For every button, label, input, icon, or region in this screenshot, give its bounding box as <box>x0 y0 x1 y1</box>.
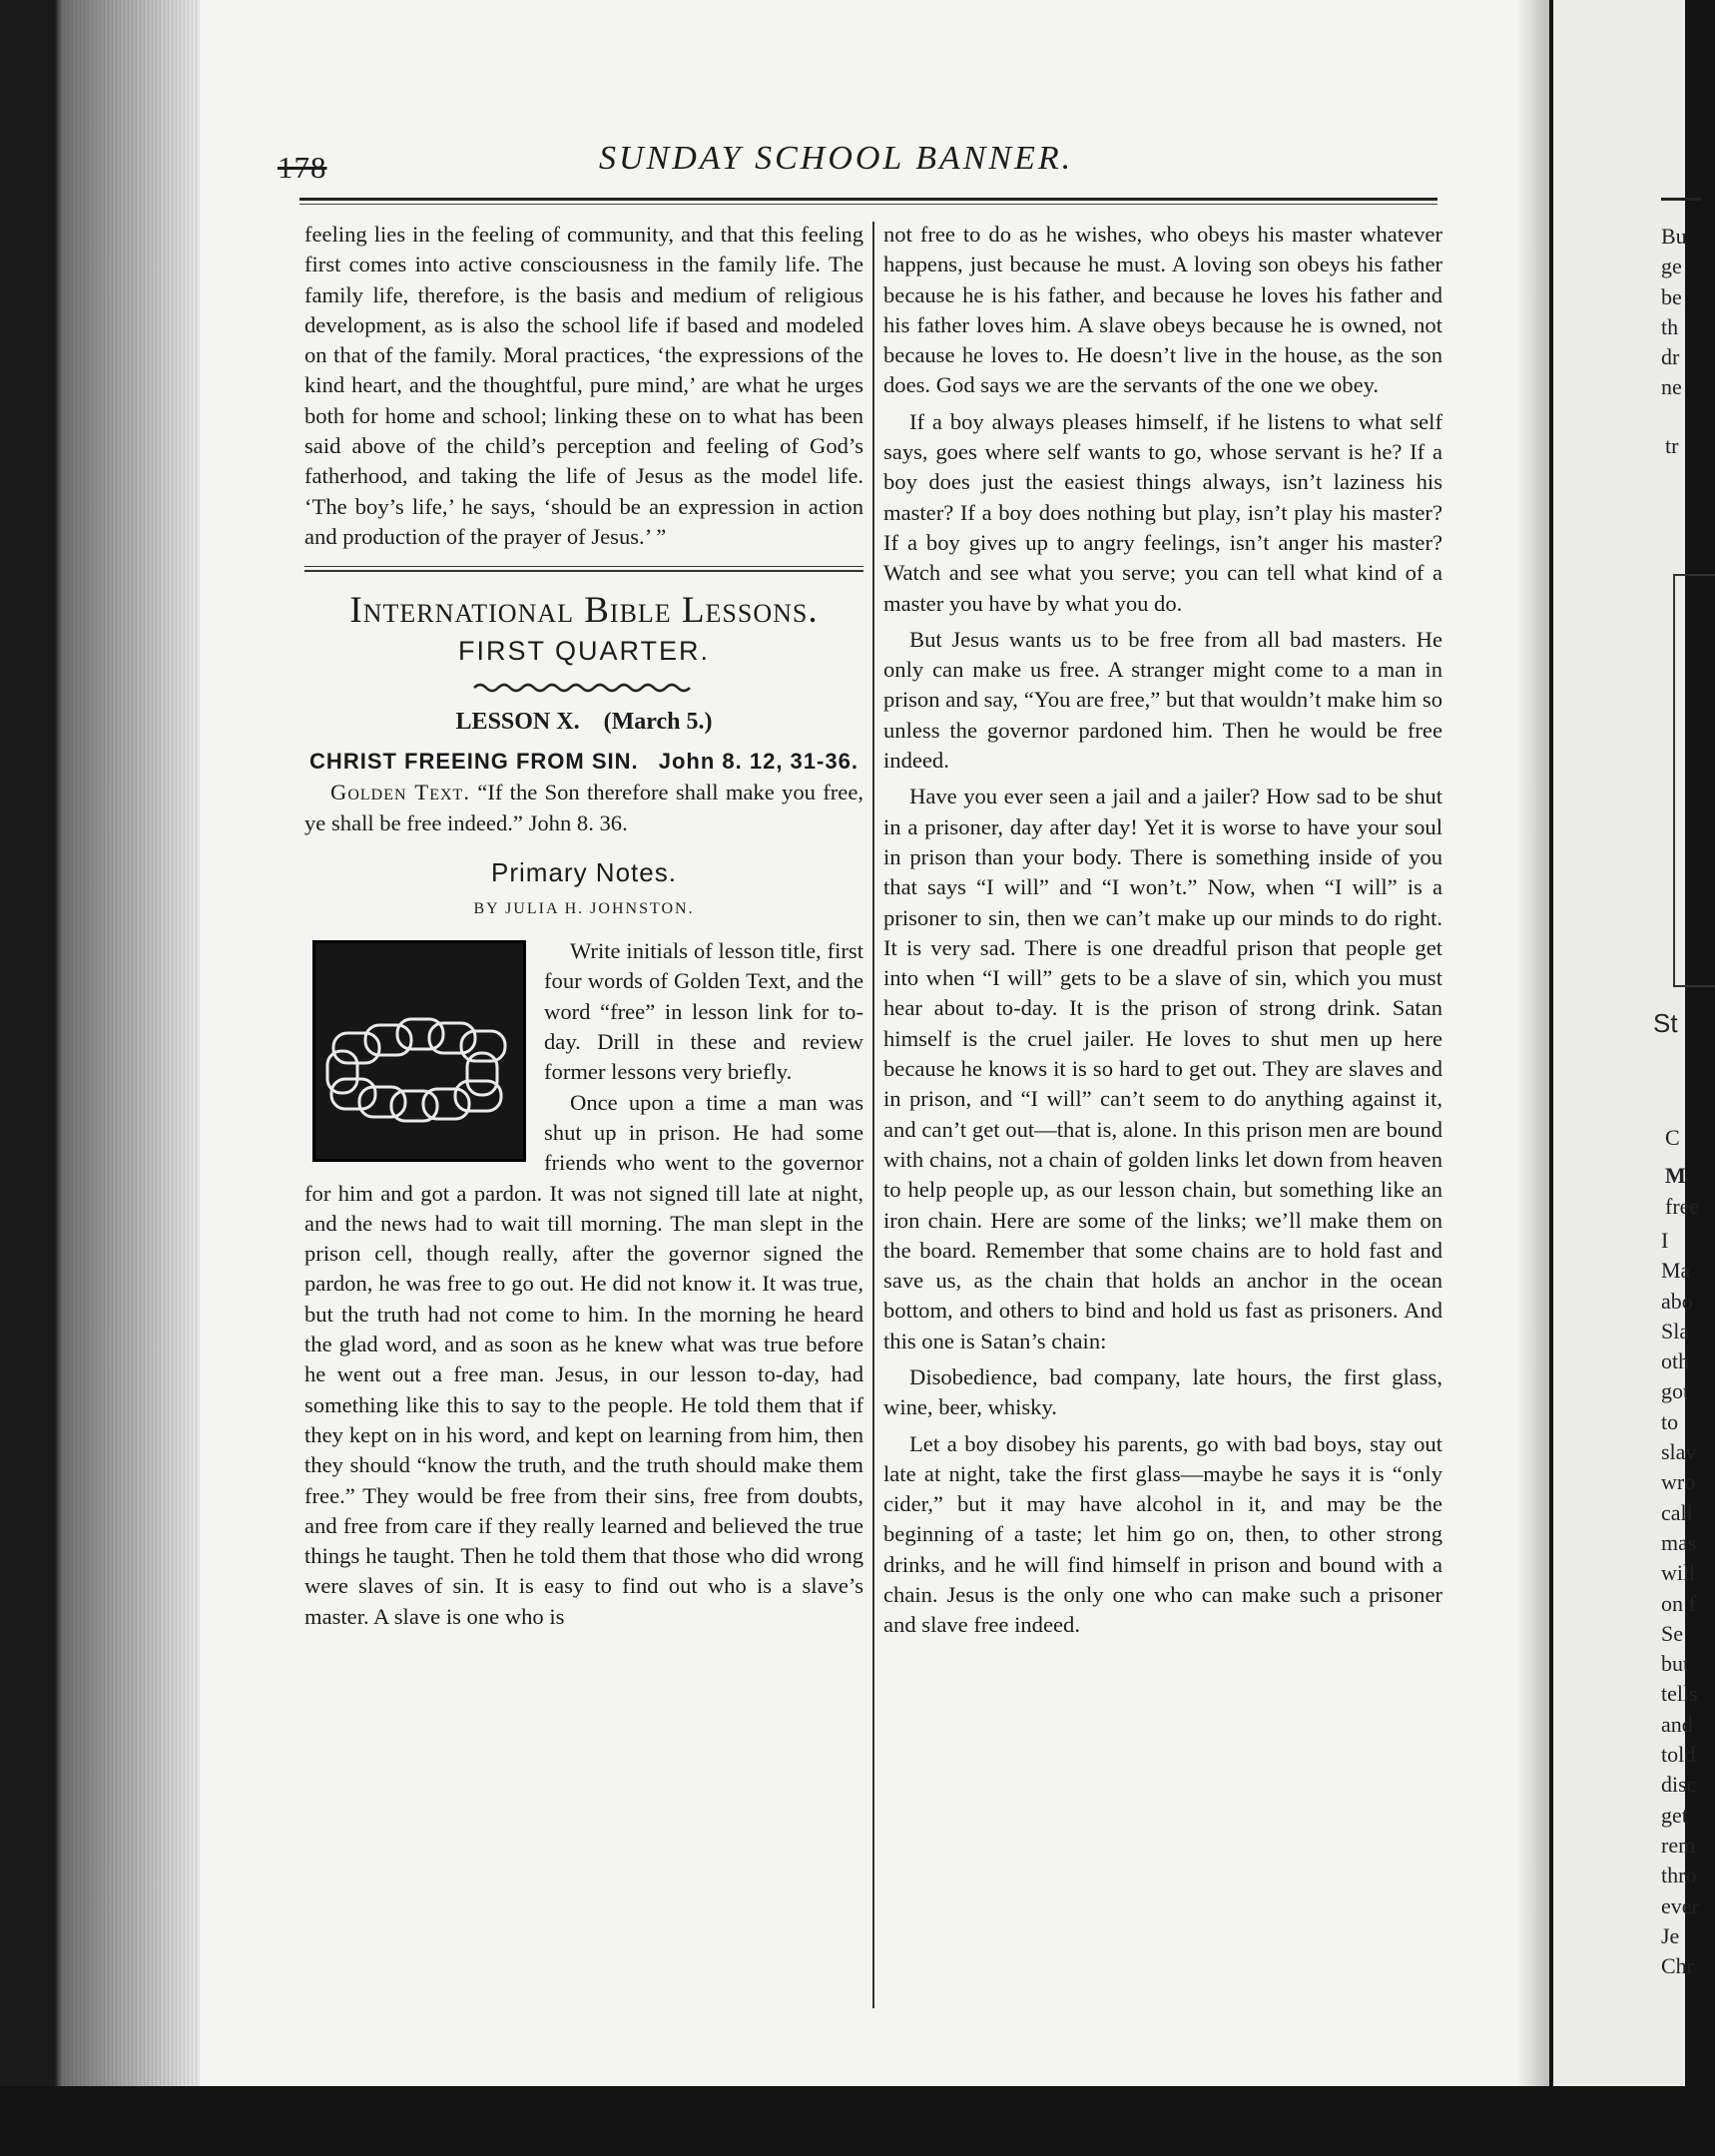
ornamental-wave-rule <box>474 682 694 694</box>
section-divider <box>304 566 863 572</box>
byline: BY JULIA H. JOHNSTON. <box>473 899 695 917</box>
page-stack-edges <box>60 0 200 2156</box>
column-divider <box>872 222 874 2008</box>
next-page-fragment: I Ma abo Sla oth got to slav wro call mas will on f Se but tells and told disc get rem thro ever Je Chr <box>1661 1228 1699 1979</box>
golden-text <box>304 778 863 838</box>
golden-text-label: Golden Text. <box>330 780 470 806</box>
left-column <box>304 220 863 1632</box>
next-page-fragment: C M free <box>1665 1125 1700 1219</box>
primary-notes-paragraph: Once upon a time a man was shut up in prison. He had some friends who went to the governor for him and got a pardon. It was not signed till late at night, and the news had to wait till morning. The man slept in the prison cell, though really, after the governor signed the pardon, he was free to go out. He did not know it. It was true, but the truth had not come to him. In the morning he heard the glad word, and as soon as he knew what was true before he went out a free man. Jesus, in our lesson to-day, had something like this to say to the people. He told them that if they kept on in his word, and kept on learning from him, then they should “know the truth, and the truth should make them free.” They would be free from their sins, free from doubts, and free from care if they really learned and believed the true things he taught. Then he told them that those who did wrong were slaves of sin. It is easy to find out who is a slave’s master. A slave is one who is <box>304 1089 863 1629</box>
next-page-edge <box>1553 0 1700 2156</box>
next-page-fragment: St <box>1653 1008 1678 1038</box>
lesson-number: LESSON X. <box>455 709 580 736</box>
lesson-reference: John 8. 12, 31-36. <box>658 749 858 775</box>
chain-icon <box>315 943 523 1159</box>
chain-links-list: Disobedience, bad company, late hours, the first glass, wine, beer, whisky. <box>883 1363 1442 1420</box>
body-paragraph: But Jesus wants us to be free from all bad masters. He only can make us free. A stranger might come to a man in prison and say, “You are free,” but that wouldn’t make him so unless the governor pardoned him. Then he would be free indeed. <box>883 626 1442 774</box>
body-paragraph: Let a boy disobey his parents, go with bad boys, stay out late at night, take the first glass—maybe he says it is “only cider,” but it may have alcohol in it, and may be the beginning of a taste; let him go on, then, to other strong drinks, and he will find himself in prison and bound with a chain. Jesus is the only one who can make such a prisoner and slave free indeed. <box>883 1430 1442 1638</box>
lesson-date: (March 5.) <box>603 709 713 736</box>
chain-illustration <box>312 940 526 1162</box>
continued-paragraph: feeling lies in the feeling of community, and that this feeling first comes into active consciousness in the family life. The family life, therefore, is the basis and medium of religious development, as is also the school life if based and modeled on that of the family. Moral practices, ‘the expressions of the kind heart, and the thoughtful, pure mind,’ are what he urges both for home and school; linking these on to what has been said above of the child’s perception and feeling of God’s fatherhood, and taking the life of Jesus as the model life. ‘The boy’s life,’ he says, ‘should be an expression in action and production of the prayer of Jesus.’ ” <box>304 222 863 549</box>
section-subtitle: FIRST QUARTER. <box>457 636 711 667</box>
next-page-box <box>1673 574 1715 987</box>
body-paragraph: If a boy always pleases himself, if he listens to what self says, goes where self wants to go, whose servant is he? If a boy does just the easiest things always, isn’t laziness his master? If a boy does nothing but play, isn’t play his master? If a boy gives up to angry feelings, isn’t anger his master? Watch and see what you serve; you can tell what kind of a master you have by what you do. <box>883 408 1442 616</box>
body-paragraph: not free to do as he wishes, who obeys his master whatever happens, just because he must. A loving son obeys his father because he is his father, and because he loves his father and his father loves him. A slave obeys because he is owned, not because he loves to. He doesn’t live in the house, as the son does. God says we are the servants of the one we obey. <box>883 222 1442 398</box>
right-column <box>883 220 1442 1641</box>
gutter-shadow <box>1517 0 1551 2156</box>
page-number: 178 <box>278 150 327 185</box>
golden-text-quote: “If the Son therefore shall make you free, ye shall be free indeed.” John 8. 36. <box>304 780 864 835</box>
next-page-header-rule <box>1661 198 1701 201</box>
lesson-title-line <box>304 746 863 778</box>
scan-bottom-border <box>0 2086 1685 2156</box>
next-page-fragment: Bu ge be th dr ne <box>1661 224 1687 400</box>
next-page-fragment: tr <box>1665 433 1679 458</box>
lesson-title: CHRIST FREEING FROM SIN. <box>309 749 639 775</box>
notes-heading: Primary Notes. <box>491 856 677 887</box>
section-title: International Bible Lessons. <box>349 590 819 632</box>
body-paragraph: Have you ever seen a jail and a jailer? How sad to be shut in a prisoner, day after day! Yet it is worse to have your soul in prison than your body. There is something inside of you that says “I will” and “I won’t.” Now, when “I will” is a prisoner to sin, then we can’t make up our minds to do right. It is very sad. There is one dreadful prison that people get into when “I will” gets to be a slave of sin, which you must hear about to-day. It is the prison of strong drink. Satan himself is the cruel jailer. He loves to shut men up here because he knows it is so hard to get out. They are slaves and in prison, and “I will” can’t seem to do anything against it, and can’t get out—that is, alone. In this prison men are bound with chains, not a chain of golden links let down from heaven to help people up, as our lesson chain, but something like an iron chain. Here are some of the links; we’ll make them on the board. Remember that some chains are to hold fast and save us, as the chain that holds an anchor in the ocean bottom, and others to bind and hold us fast as prisoners. And this one is Satan’s chain: <box>883 784 1442 1353</box>
primary-notes-paragraph: Write initials of lesson title, first four words of Golden Text, and the word “free” in lesson link for to-day. Drill in these and review former lessons very briefly. <box>544 938 863 1085</box>
header-rule <box>299 198 1437 205</box>
running-head: SUNDAY SCHOOL BANNER. <box>599 140 1074 177</box>
lesson-heading <box>304 706 863 738</box>
